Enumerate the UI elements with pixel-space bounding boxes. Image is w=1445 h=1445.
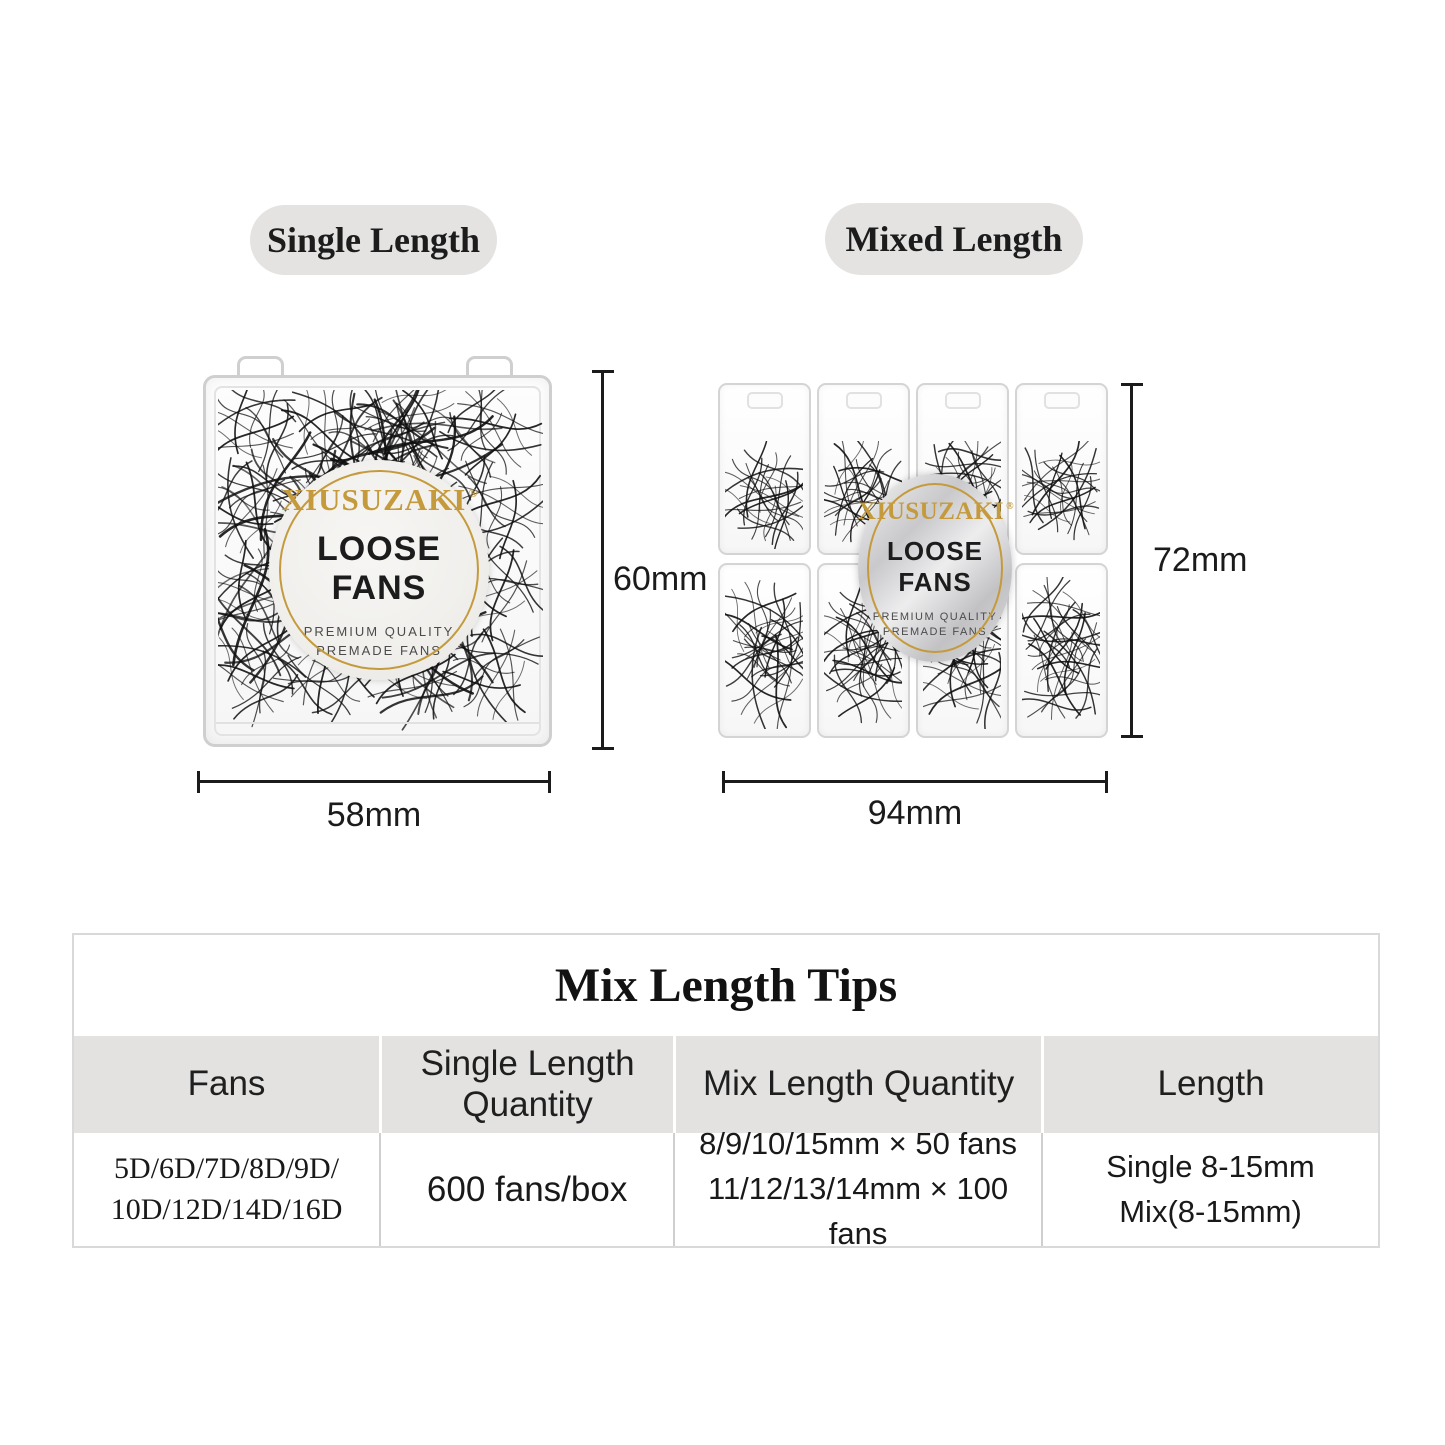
table-row [74, 1126, 1378, 1251]
cell-fans-line2: 10D/12D/14D/16D [110, 1192, 343, 1226]
compartment-tab [747, 392, 783, 409]
dimension-line-width-single [197, 780, 551, 783]
badge-single-length [250, 205, 497, 275]
lash-cluster-art [1022, 577, 1100, 729]
dimension-line-width-mixed [722, 780, 1108, 783]
tagline-line1: PREMIUM QUALITY [303, 624, 455, 639]
header-length-label: Length [1157, 1064, 1265, 1104]
dimension-label-94mm: 94mm [867, 794, 963, 832]
brand-name-text: XIUSUZAKI [857, 498, 1005, 525]
tagline-line2: PREMADE FANS [316, 643, 442, 658]
product-name: LOOSE FANS [886, 536, 983, 597]
cell-length [1041, 1133, 1378, 1246]
compartment [718, 383, 811, 555]
cell-single-length-quantity-value: 600 fans/box [426, 1169, 628, 1209]
brand-name [857, 498, 1015, 526]
badge-mixed-length-label: Mixed Length [845, 219, 1063, 259]
cell-length-line2: Mix(8-15mm) [1119, 1193, 1302, 1229]
compartment [1015, 383, 1108, 555]
header-mix-length-quantity-label: Mix Length Quantity [702, 1064, 1015, 1104]
header-single-length-quantity [379, 1036, 673, 1133]
registered-trademark: ® [468, 486, 479, 500]
brand-name [282, 482, 477, 518]
header-fans [74, 1036, 379, 1133]
dimension-label-72mm: 72mm [1153, 541, 1248, 579]
cell-mix-length-quantity [673, 1126, 1041, 1251]
dimension-line-height-mixed [1130, 383, 1133, 738]
single-length-box-photo [203, 375, 552, 747]
header-mix-length-quantity [673, 1036, 1041, 1133]
header-length [1041, 1036, 1378, 1133]
compartment [1015, 563, 1108, 738]
dimension-line-height-single [601, 370, 604, 750]
tagline-line2: PREMADE FANS [882, 626, 988, 638]
cell-fans [74, 1133, 379, 1246]
lash-cluster-art [725, 577, 803, 729]
compartment-strip [718, 383, 811, 738]
mix-length-tips-table [72, 933, 1380, 1251]
dimension-label-60mm: 60mm [613, 560, 708, 598]
compartment-strip [1015, 383, 1108, 738]
cell-fans-line1: 5D/6D/7D/8D/9D/ [114, 1152, 340, 1185]
brand-label-oval [857, 474, 1015, 662]
badge-mixed-length [825, 203, 1083, 275]
brand-name-text: XIUSUZAKI [281, 482, 467, 517]
compartment-tab [945, 392, 981, 409]
compartment-tab [846, 392, 882, 409]
header-single-length-quantity-label: Single Length Quantity [420, 1044, 635, 1124]
table-title: Mix Length Tips [554, 959, 898, 1012]
cell-mix-length-quantity-line2: 11/12/13/14mm × 100 fans [708, 1171, 1009, 1251]
compartment-tab [1044, 392, 1080, 409]
tagline-line1: PREMIUM QUALITY [872, 611, 998, 623]
table-title-row [74, 935, 1378, 1036]
lash-cluster-art [725, 441, 803, 549]
table-header-row [74, 1036, 1378, 1133]
registered-trademark: ® [1006, 501, 1015, 512]
compartment [718, 563, 811, 738]
box-lid-line [216, 722, 539, 724]
mixed-length-box-photo [718, 383, 1108, 738]
cell-single-length-quantity [379, 1133, 673, 1246]
lash-cluster-art [1022, 441, 1100, 549]
brand-label-round [269, 460, 489, 680]
dimension-label-58mm: 58mm [326, 796, 422, 834]
cell-mix-length-quantity-line1: 8/9/10/15mm × 50 fans [699, 1126, 1018, 1162]
product-name: LOOSE FANS [316, 530, 442, 607]
badge-single-length-label: Single Length [266, 220, 481, 260]
header-fans-label: Fans [187, 1064, 266, 1104]
cell-length-line1: Single 8-15mm [1106, 1148, 1315, 1184]
